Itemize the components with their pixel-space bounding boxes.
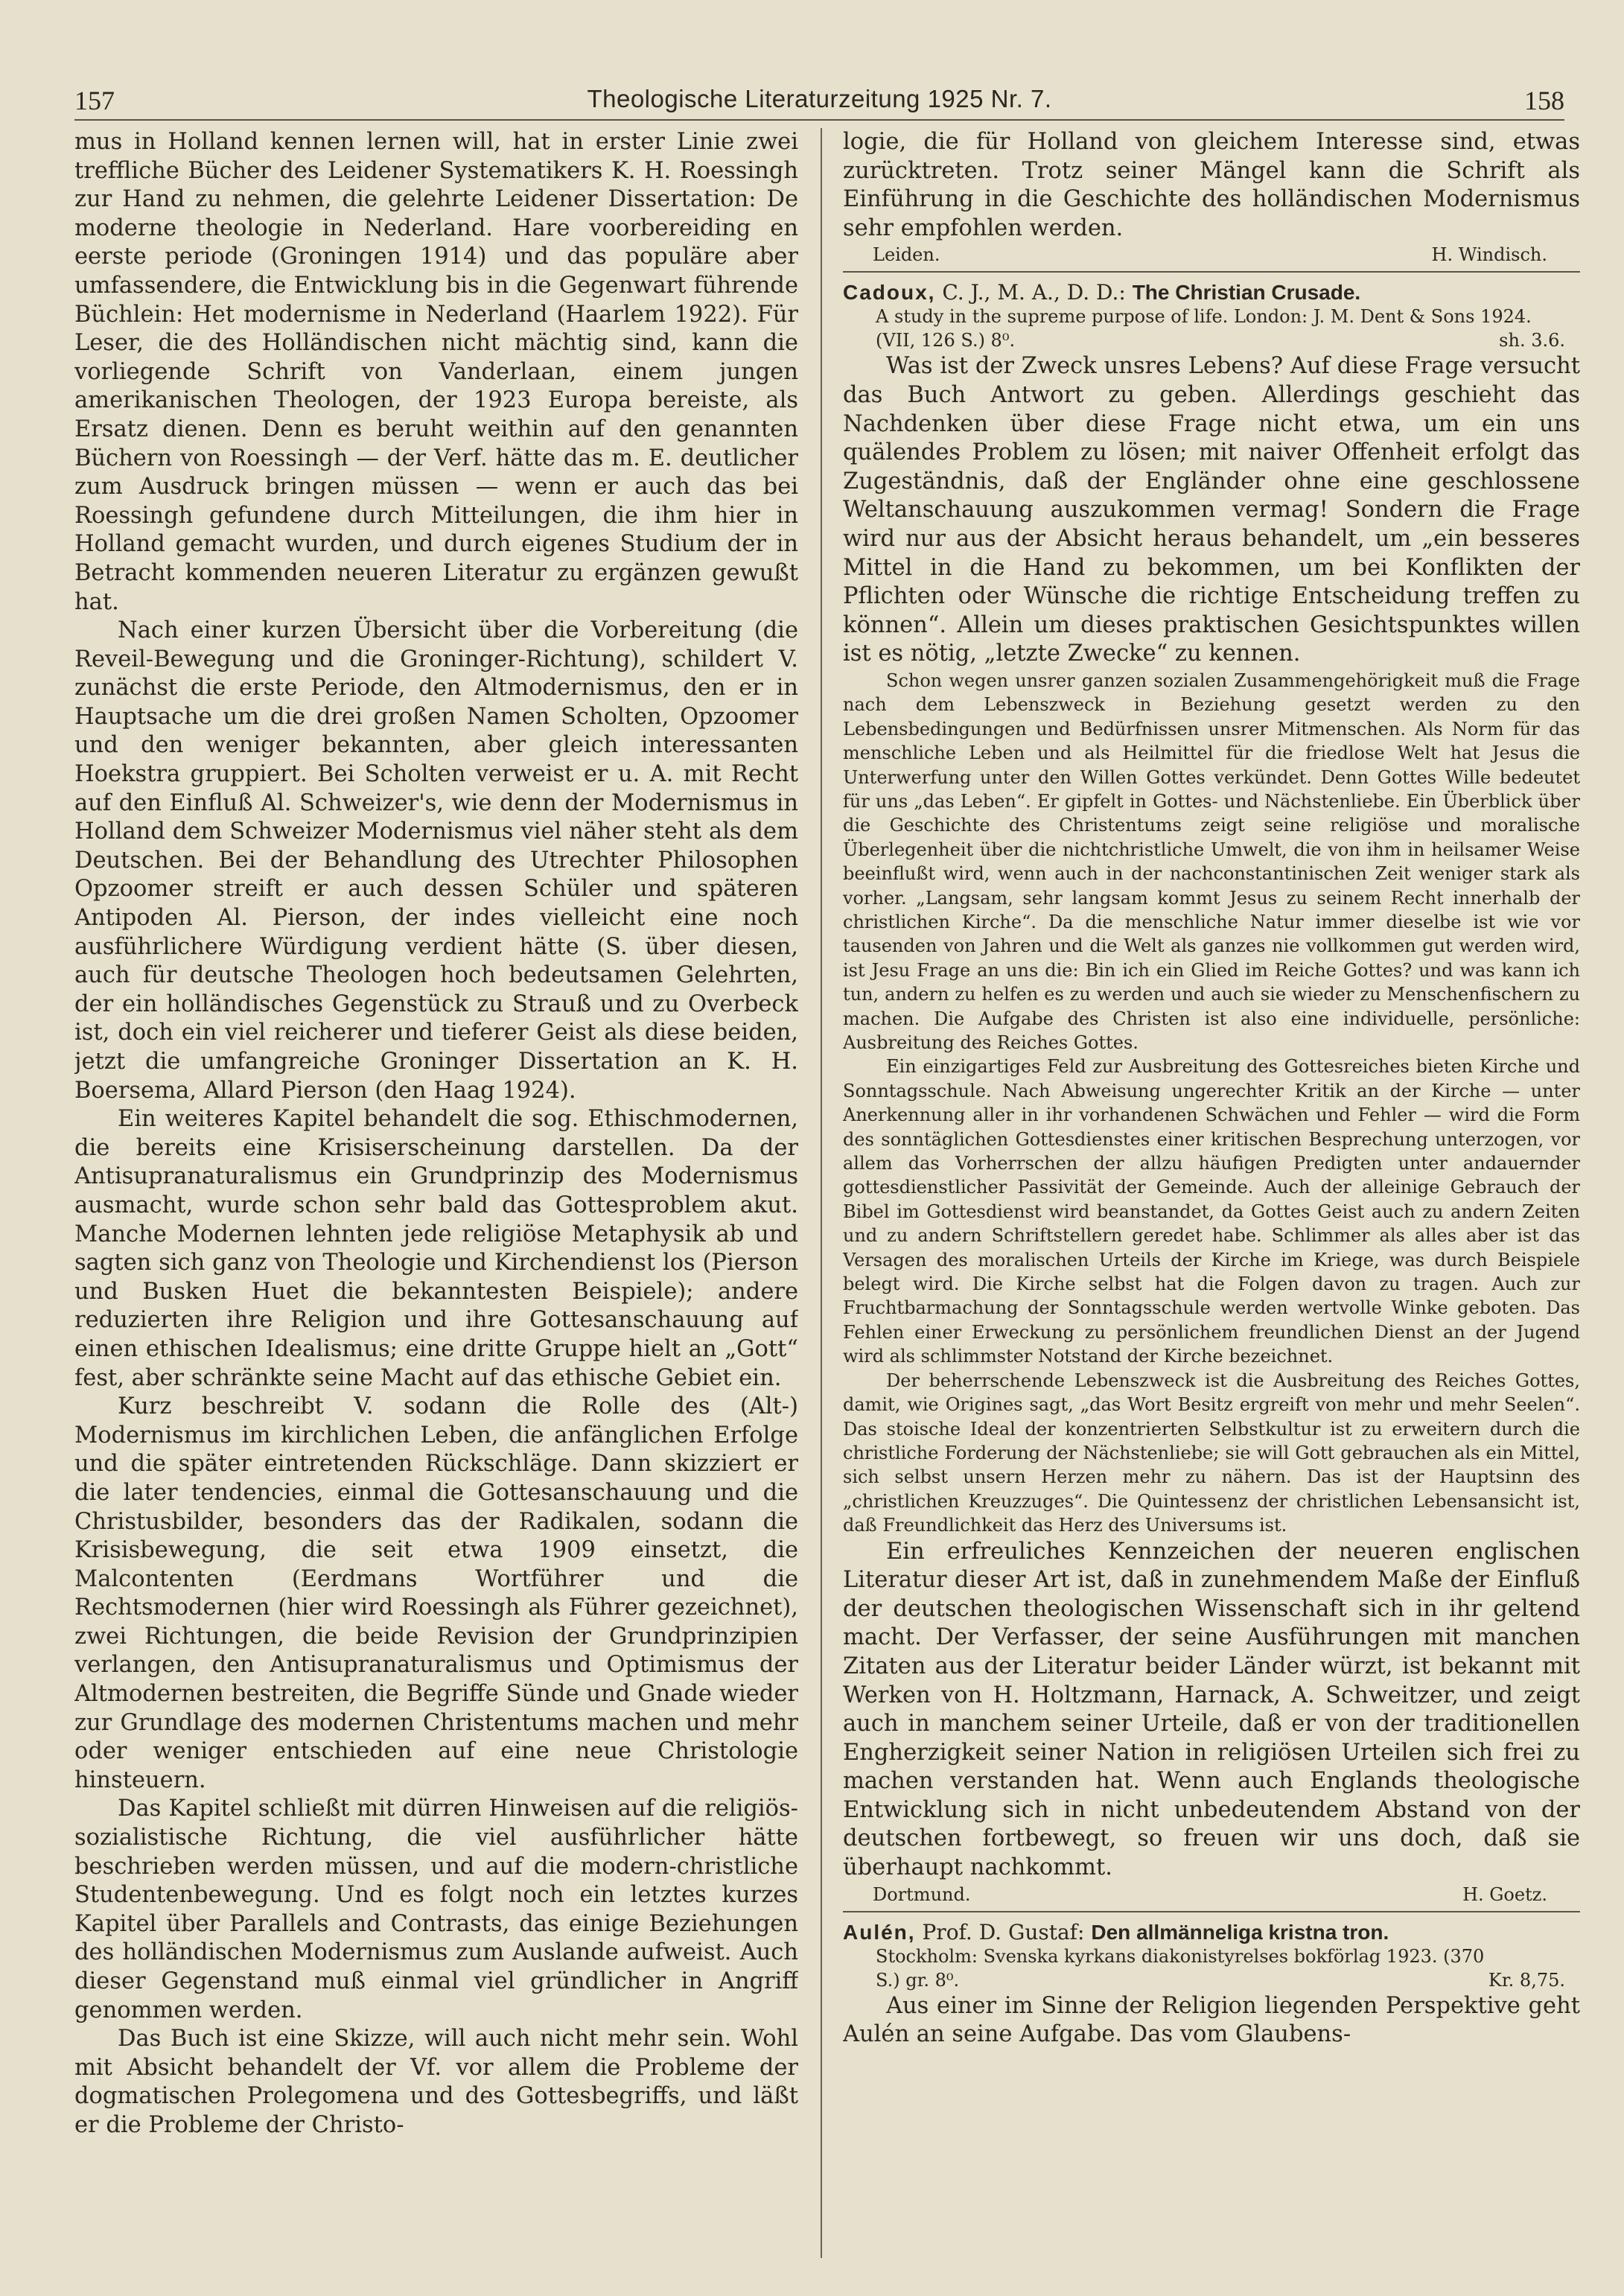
review-signature: [843, 243, 1580, 267]
review-heading: [843, 280, 1580, 305]
column-divider: [821, 128, 822, 2258]
book-price: sh. 3.6.: [1499, 330, 1565, 352]
review-author: Aulén,: [843, 1920, 916, 1944]
paragraph: Kurz beschreibt V. sodann die Rolle des (Alt-) Modernismus im kirchlichen Leben, die anfänglichen Erfolge und die später eintretenden Rückschläge. Dann skizziert er die later tendencies, einmal die Gottesanschauung und die Christusbilder, besonders das der Radikalen, sodann die Krisisbewegung, die seit etwa 1909 einsetzt, die Malcontenten (Eerdmans Wortführer und die Rechtsmodernen (hier wird Roessingh als Führer gezeichnet), zwei Richtungen, die beide Revision der Grundprinzipien verlangen, den Antisupranaturalismus und Optimismus der Altmodernen bestreiten, die Begriffe Sünde und Gnade wieder zur Grundlage des modernen Christentums machen und mehr oder weniger entschieden auf eine neue Christologie hinsteuern.: [74, 1393, 798, 1793]
paragraph: Das Kapitel schließt mit dürren Hinweisen auf die religiös-sozialistische Richtung, die viel ausführlicher hätte beschrieben werden müssen, und auf die modern-christliche Studentenbewegung. Und es folgt noch ein letztes kurzes Kapitel über Parallels and Contrasts, das einige Beziehungen des holländischen Modernismus zum Auslande aufweist. Auch dieser Gegenstand muß einmal viel gründlicher in Angriff genommen werden.: [74, 1796, 798, 2023]
paragraph: logie, die für Holland von gleichem Interesse sind, etwas zurücktreten. Trotz seiner Mängel kann die Schrift als Einführung in die Geschichte des holländischen Modernismus sehr empfohlen werden.: [843, 129, 1580, 241]
signature-name: H. Windisch.: [1431, 244, 1547, 266]
signature-name: H. Goetz.: [1462, 1883, 1547, 1905]
publication-info: Stockholm: Svenska kyrkans diakonistyrelses bokförlag 1923. (370: [876, 1945, 1485, 1967]
paragraph: Ein weiteres Kapitel behandelt die sog. Ethischmodernen, die bereits eine Krisiserscheinung darstellen. Da der Antisupranaturalismus ein Grundprinzip des Modernismus ausmacht, wurde schon sehr bald das Gottesproblem akut. Manche Modernen lehnten jede religiöse Metaphysik ab und sagten sich ganz von Theologie und Kirchendienst los (Pierson und Busken Huet die bekanntesten Beispiele); andere reduzierten ihre Religion und ihre Gottesanschauung auf einen ethischen Idealismus; eine dritte Gruppe hielt an „Gott“ fest, aber schränkte seine Macht auf das ethische Gebiet ein.: [74, 1106, 798, 1391]
paragraph: Ein erfreuliches Kennzeichen der neueren englischen Literatur dieser Art ist, daß in zunehmendem Maße der Einfluß der deutschen theologischen Wissenschaft sich in ihr geltend macht. Der Verfasser, der seine Ausführungen mit manchen Zitaten aus der Literatur beider Länder würzt, ist bekannt mit Werken von H. Holtzmann, Harnack, A. Schweitzer, und zeigt auch in manchem seiner Urteile, daß er von der traditionellen Engherzigkeit seiner Nation in religiösen Urteilen sich frei zu machen verstanden hat. Wenn auch Englands theologische Entwicklung sich in nicht unbedeutendem Abstand von der deutschen fortbewegt, so freuen wir uns doch, daß sie überhaupt nachkommt.: [843, 1538, 1580, 1881]
header-rule: [74, 119, 1564, 121]
running-title: Theologische Literaturzeitung 1925 Nr. 7.: [587, 85, 1052, 112]
small-paragraph: Schon wegen unsrer ganzen sozialen Zusammengehörigkeit muß die Frage nach dem Lebenszweck in Beziehung gesetzt werden zu den Lebensbedingungen und Bedürfnissen unsrer Mitmenschen. Als Norm für das menschliche Leben und als Heilmittel für die friedlose Welt hat Jesus die Unterwerfung unter den Willen Gottes verkündet. Denn Gottes Wille bedeutet für uns „das Leben“. Er gipfelt in Gottes- und Nächstenliebe. Ein Überblick über die Geschichte des Christentums zeigt seine religiöse und moralische Überlegenheit über die nichtchristliche Umwelt, die von ihm in heilsamer Weise beeinflußt wird, wenn auch in der nachconstantinischen Zeit weniger stark als vorher. „Langsam, sehr langsam kommt Jesus zu seinem Recht innerhalb der christlichen Kirche“. Da die menschliche Natur immer dieselbe ist wie vor tausenden von Jahren und die Welt als ganzes nie vollkommen gut werden wird, ist Jesu Frage an uns die: Bin ich ein Glied im Reiche Gottes? und was kann ich tun, andern zu helfen es zu werden und auch sie wieder zu Menschenfischern zu machen. Die Aufgabe des Christen ist also eine individuelle, persönliche: Ausbreitung des Reiches Gottes.: [843, 670, 1580, 1053]
paragraph: Nach einer kurzen Übersicht über die Vorbereitung (die Reveil-Bewegung und die Groninger-Richtung), schildert V. zunächst die erste Periode, den Altmodernismus, den er in Hauptsache um die drei großen Namen Scholten, Opzoomer und den weniger bekannten, aber gleich interessanten Hoekstra gruppiert. Bei Scholten verweist er u. A. mit Recht auf den Einfluß Al. Schweizer's, wie denn der Modernismus in Holland dem Schweizer Modernismus viel näher steht als dem Deutschen. Bei der Behandlung des Utrechter Philosophen Opzoomer streift er auch dessen Schüler und späteren Antipoden Al. Pierson, der indes vielleicht eine noch ausführlichere Würdigung verdient hätte (S. über diesen, auch für deutsche Theologen hoch bedeutsamen Gelehrten, der ein holländisches Gegenstück zu Strauß und zu Overbeck ist, doch ein viel reicherer und tieferer Geist als diese beiden, jetzt die umfangreiche Groninger Dissertation an K. H. Boersema, Allard Pierson (den Haag 1924).: [74, 617, 798, 1104]
paragraph: Aus einer im Sinne der Religion liegenden Perspektive geht Aulén an seine Aufgabe. Das vom Glaubens-: [843, 1992, 1580, 2048]
small-paragraph: Der beherrschende Lebenszweck ist die Ausbreitung des Reiches Gottes, damit, wie Origines sagt, „das Wort Besitz ergreift von mehr und mehr Seelen“. Das stoische Ideal der konzentrierten Selbstkultur ist zu erweitern durch die christliche Forderung der Nächstenliebe; sie will Gott gebrauchen als ein Mittel, sich selbst unsern Herzen mehr zu nähern. Das ist der Hauptsinn des „christlichen Kreuzzuges“. Die Quintessenz der christlichen Lebensansicht ist, daß Freundlichkeit das Herz des Universums ist.: [843, 1370, 1580, 1536]
page-number-right: 158: [1524, 86, 1564, 115]
publication-format: [843, 328, 1580, 352]
small-paragraph: Ein einzigartiges Feld zur Ausbreitung des Gottesreiches bieten Kirche und Sonntagsschule. Nach Abweisung ungerechter Kritik an der Kirche — unter Anerkennung aller in ihr vorhandenen Schwächen und Fehler — wird die Form des sonntäglichen Gottesdienstes einer kritischen Besprechung unterzogen, vor allem das Vorherrschen der allzu häufigen Predigten unter andauernder gottesdienstlicher Passivität der Gemeinde. Auch der alleinige Gebrauch der Bibel im Gottesdienst wird beanstandet, da Gottes Geist auch zu andern Zeiten und zu andern Schriftstellern geredet habe. Schlimmer als alles aber ist das Versagen des moralischen Urteils der Kirche im Kriege, was durch Beispiele belegt wird. Die Kirche selbst hat die Folgen davon zu tragen. Auch zur Fruchtbarmachung der Sonntagsschule werden wertvolle Winke geboten. Das Fehlen einer Erweckung zu persönlichem freundlichen Dienst an der Jugend wird als schlimmster Notstand der Kirche bezeichnet.: [843, 1056, 1580, 1367]
left-column: [74, 128, 798, 2273]
review-credentials: C. J., M. A., D. D.:: [942, 280, 1126, 305]
publication-info: A study in the supreme purpose of life. London: J. M. Dent & Sons 1924.: [876, 306, 1532, 328]
publication-format: [843, 1968, 1580, 1992]
paragraph: Was ist der Zweck unsres Lebens? Auf diese Frage versucht das Buch Antwort zu geben. Allerdings geschieht das Nachdenken über diese Frage nicht etwa, um ein uns quälendes Problem zu lösen; mit naiver Offenheit erfolgt das Zugeständnis, daß der Engländer ohne eine geschlossene Weltanschauung auszukommen vermag! Sondern die Frage wird nur aus der Absicht heraus behandelt, um „ein besseres Mittel in die Hand zu bekommen, um bei Konflikten der Pflichten oder Wünsche die richtige Entscheidung treffen zu können“. Allein um dieses praktischen Gesichtspunktes willen ist es nötig, „letzte Zwecke“ zu kennen.: [843, 353, 1580, 667]
review-signature: [843, 1883, 1580, 1907]
paragraph: Das Buch ist eine Skizze, will auch nicht mehr sein. Wohl mit Absicht behandelt der Vf. vor allem die Probleme der dogmatischen Prolegomena und des Gottesbegriffs, und läßt er die Probleme der Christo-: [74, 2026, 798, 2138]
review-credentials: Prof. D. Gustaf:: [922, 1919, 1085, 1944]
review-author: Cadoux,: [843, 281, 936, 305]
signature-place: Dortmund.: [873, 1883, 971, 1905]
signature-place: Leiden.: [873, 244, 940, 266]
book-format: (VII, 126 S.) 8⁰.: [876, 330, 1016, 352]
page-number-left: 157: [74, 86, 115, 115]
review-title: Den allmänneliga kristna tron.: [1091, 1920, 1389, 1944]
review-separator: [843, 1911, 1580, 1912]
review-heading: [843, 1920, 1580, 1944]
review-separator: [843, 271, 1580, 273]
right-column: [843, 128, 1580, 2273]
book-price: Kr. 8,75.: [1488, 1969, 1565, 1991]
paragraph: mus in Holland kennen lernen will, hat in erster Linie zwei treffliche Bücher des Leidener Systematikers K. H. Roessingh zur Hand zu nehmen, die gelehrte Leidener Dissertation: De moderne theologie in Nederland. Hare voorbereiding en eerste periode (Groningen 1914) und das populäre aber umfassendere, die Entwicklung bis in die Gegenwart führende Büchlein: Het modernisme in Nederland (Haarlem 1922). Für Leser, die des Holländischen nicht mächtig sind, kann die vorliegende Schrift von Vanderlaan, einem jungen amerikanischen Theologen, der 1923 Europa bereiste, als Ersatz dienen. Denn es beruht weithin auf den genannten Büchern von Roessingh — der Verf. hätte das m. E. deutlicher zum Ausdruck bringen müssen — wenn er auch das bei Roessingh gefundene durch Mitteilungen, die ihm hier in Holland gemacht wurden, und durch eigenes Studium der in Betracht kommenden neueren Literatur zu ergänzen gewußt hat.: [74, 129, 798, 615]
book-format: S.) gr. 8⁰.: [876, 1969, 960, 1991]
review-title: The Christian Crusade.: [1132, 281, 1361, 305]
